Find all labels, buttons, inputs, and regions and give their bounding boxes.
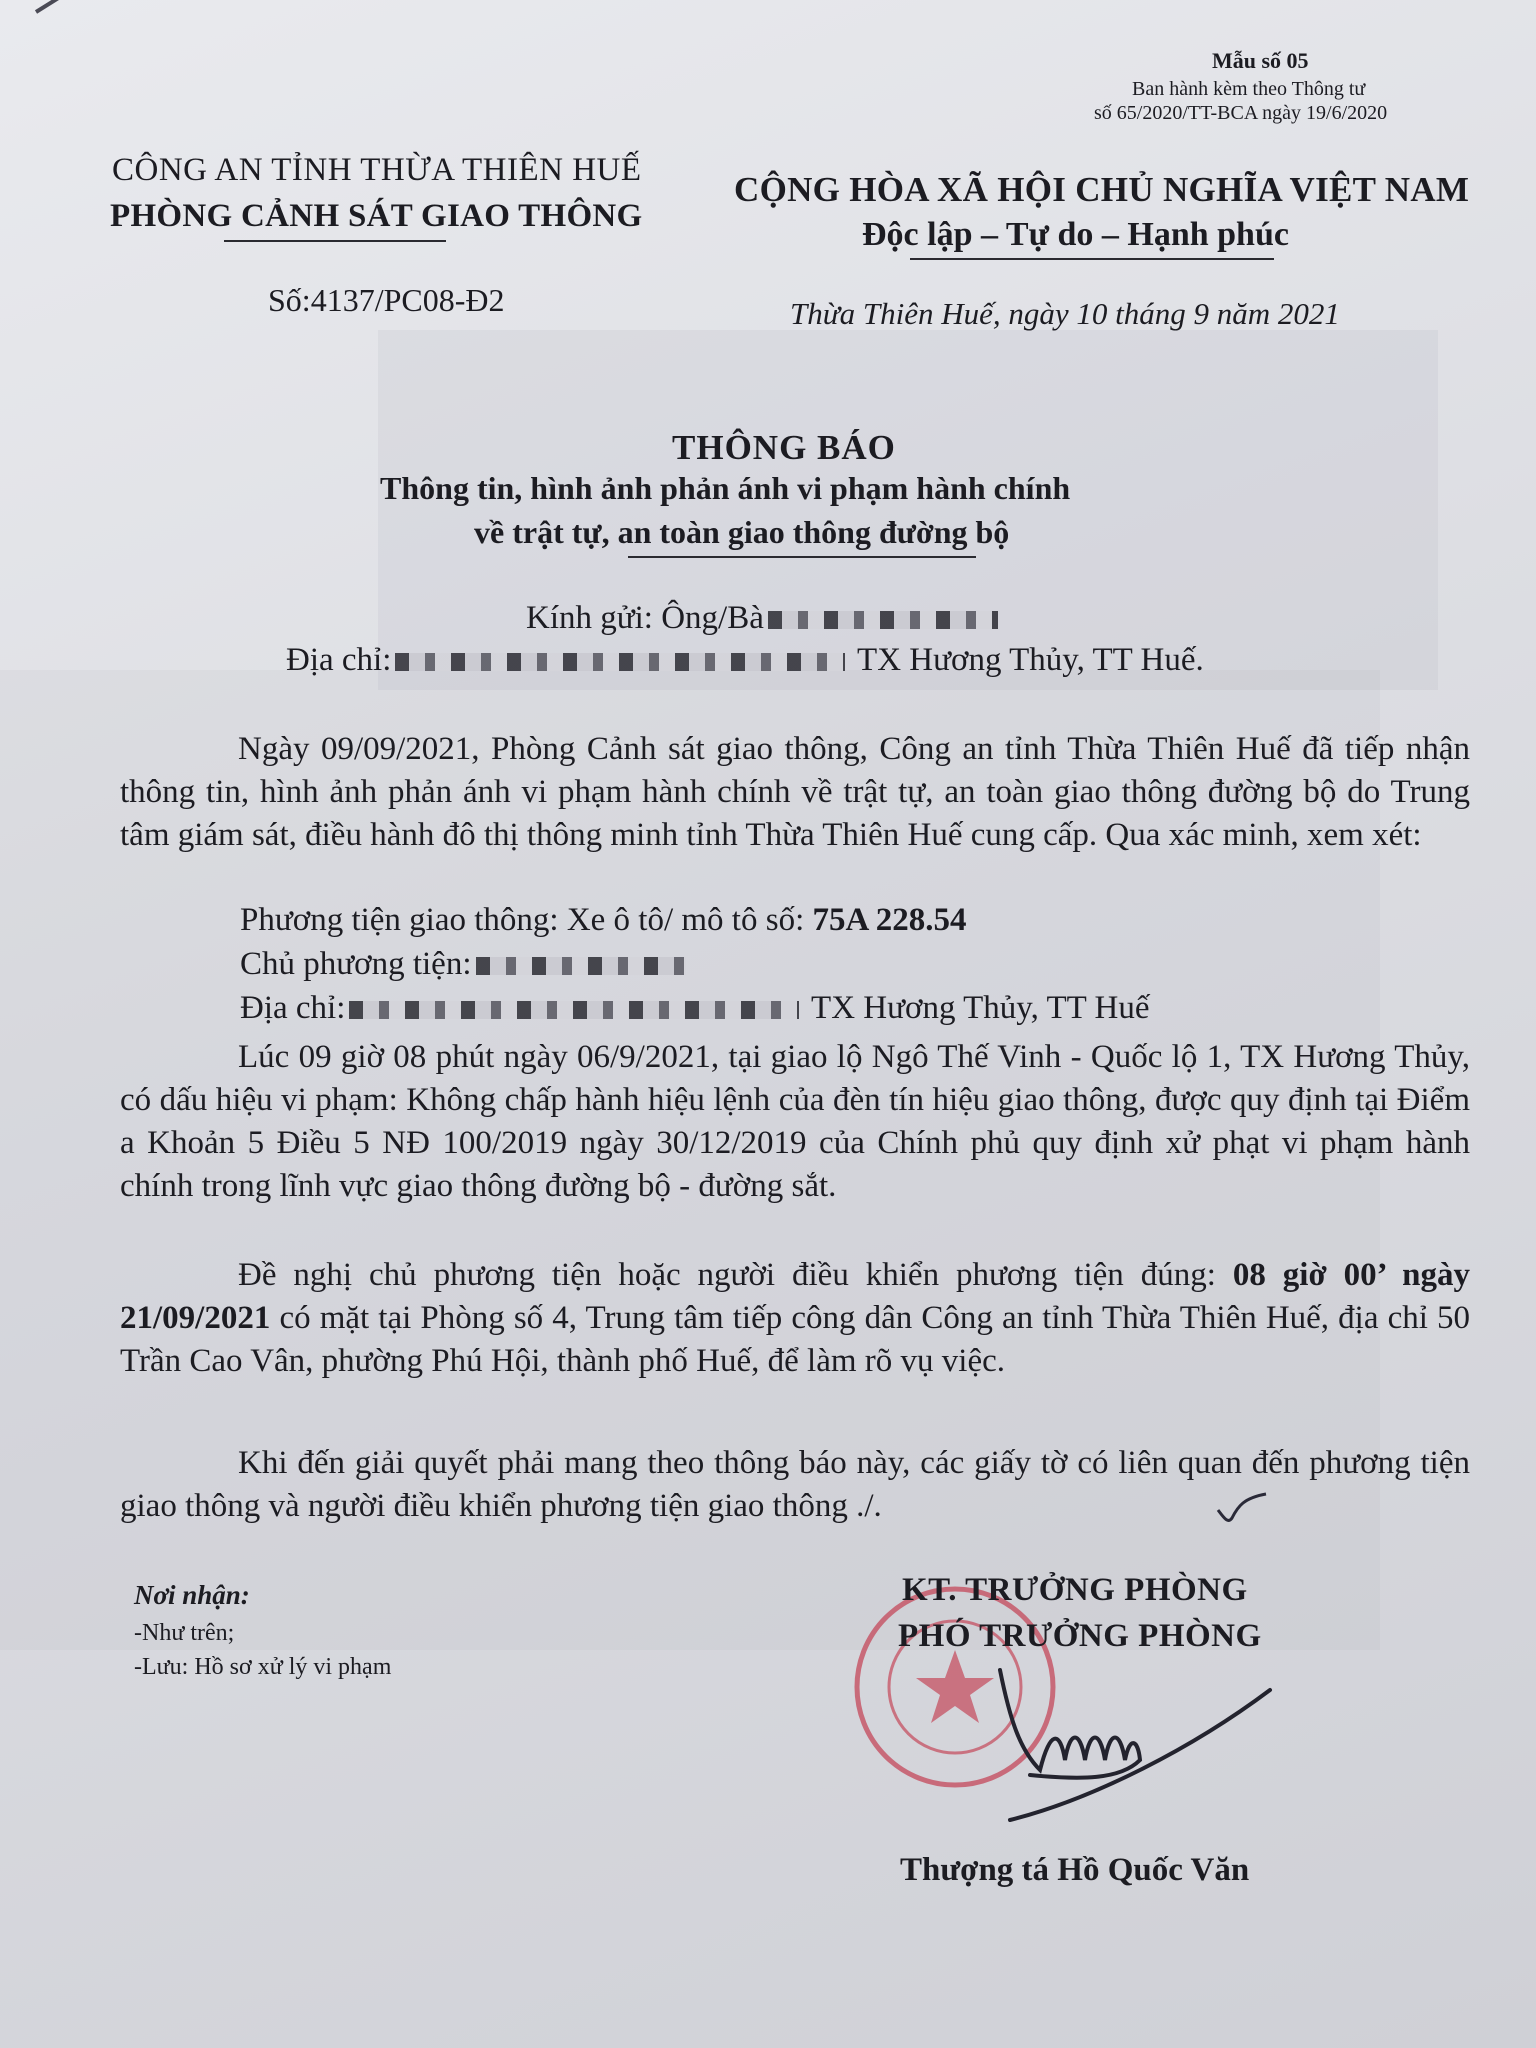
owner-label: Chủ phương tiện: — [240, 946, 472, 982]
recipients-item-2: -Lưu: Hồ sơ xử lý vi phạm — [134, 1654, 392, 1680]
handwritten-signature-icon — [970, 1660, 1300, 1840]
body-paragraph-2 — [120, 1036, 1470, 1208]
document-subtitle-1: Thông tin, hình ảnh phản ánh vi phạm hành chính — [380, 470, 1071, 506]
redacted-name — [768, 611, 998, 629]
vehicle-label: Phương tiện giao thông: Xe ô tô/ mô tô số: — [240, 902, 805, 938]
signer-title-1: KT. TRƯỞNG PHÒNG — [902, 1572, 1248, 1608]
body-p2-text: Lúc 09 giờ 08 phút ngày 06/9/2021, tại giao lộ Ngô Thế Vinh - Quốc lộ 1, TX Hương Thủy, có dấu hiệu vi phạm: Không chấp hành hiệu lệnh của đèn tín hiệu giao thông, được quy định tại Điểm a Khoản 5 Điều 5 NĐ 100/2019 ngày 30/12/2019 của Chính phủ quy định xử phạt vi phạm hành chính trong lĩnh vực giao thông đường bộ - đường sắt. — [120, 1039, 1470, 1204]
redacted-address — [395, 653, 845, 671]
redacted-owner-address — [349, 1001, 799, 1019]
motto-underline — [910, 258, 1274, 260]
issuer-department: PHÒNG CẢNH SÁT GIAO THÔNG — [110, 198, 643, 234]
form-circular-number: số 65/2020/TT-BCA ngày 19/6/2020 — [1094, 102, 1388, 124]
recipient-address-label: Địa chỉ: — [286, 642, 392, 678]
recipient-label: Kính gửi: Ông/Bà — [526, 600, 764, 636]
recipient-address-line — [286, 642, 1204, 679]
owner-address-line — [240, 990, 1149, 1027]
document-date: Thừa Thiên Huế, ngày 10 tháng 9 năm 2021 — [790, 296, 1340, 331]
title-underline — [628, 556, 976, 558]
owner-line — [240, 946, 690, 983]
signer-name: Thượng tá Hồ Quốc Văn — [900, 1852, 1250, 1888]
document-title: THÔNG BÁO — [672, 428, 896, 467]
vehicle-line — [240, 902, 967, 939]
recipient-address-tail: TX Hương Thủy, TT Huế. — [857, 642, 1204, 678]
appointment-time: 08 giờ 00’ ngày 21/09/2021 — [120, 1257, 1470, 1336]
recipients-heading: Nơi nhận: — [134, 1580, 250, 1610]
owner-address-tail: TX Hương Thủy, TT Huế — [811, 990, 1150, 1026]
document-subtitle-2: về trật tự, an toàn giao thông đường bộ — [474, 514, 1010, 550]
national-title: CỘNG HÒA XÃ HỘI CHỦ NGHĨA VIỆT NAM — [734, 170, 1470, 209]
signer-title-2: PHÓ TRƯỞNG PHÒNG — [898, 1618, 1262, 1654]
body-p4-text: Khi đến giải quyết phải mang theo thông báo này, các giấy tờ có liên quan đến phương tiện giao thông và người điều khiển phương tiện giao thông ./. — [120, 1445, 1470, 1524]
form-number: Mẫu số 05 — [1212, 48, 1309, 73]
body-paragraph-3 — [120, 1254, 1470, 1383]
national-motto: Độc lập – Tự do – Hạnh phúc — [862, 216, 1289, 253]
redacted-owner — [476, 957, 686, 975]
pen-mark — [35, 0, 88, 14]
plate-number: 75A 228.54 — [812, 902, 967, 938]
initial-mark-icon — [1214, 1488, 1270, 1528]
form-issued-with: Ban hành kèm theo Thông tư — [1132, 78, 1366, 100]
owner-address-label: Địa chỉ: — [240, 990, 346, 1026]
issuer-underline — [224, 240, 446, 242]
body-p1-text: Ngày 09/09/2021, Phòng Cảnh sát giao thông, Công an tỉnh Thừa Thiên Huế đã tiếp nhận thông tin, hình ảnh phản ánh vi phạm hành chính về trật tự, an toàn giao thông đường bộ do Trung tâm giám sát, điều hành đô thị thông minh tỉnh Thừa Thiên Huế cung cấp. Qua xác minh, xem xét: — [120, 731, 1470, 853]
document-number: Số:4137/PC08-Đ2 — [268, 282, 505, 318]
body-paragraph-1 — [120, 728, 1470, 857]
recipient-line — [526, 600, 1002, 637]
issuer-province-police: CÔNG AN TỈNH THỪA THIÊN HUẾ — [112, 152, 642, 188]
recipients-item-1: -Như trên; — [134, 1620, 235, 1646]
body-p3-a: Đề nghị chủ phương tiện hoặc người điều khiển phương tiện đúng: — [238, 1257, 1216, 1293]
body-p3-b: có mặt tại Phòng số 4, Trung tâm tiếp công dân Công an tỉnh Thừa Thiên Huế, địa chỉ 50 Trần Cao Vân, phường Phú Hội, thành phố Huế, để làm rõ vụ việc. — [120, 1300, 1470, 1379]
